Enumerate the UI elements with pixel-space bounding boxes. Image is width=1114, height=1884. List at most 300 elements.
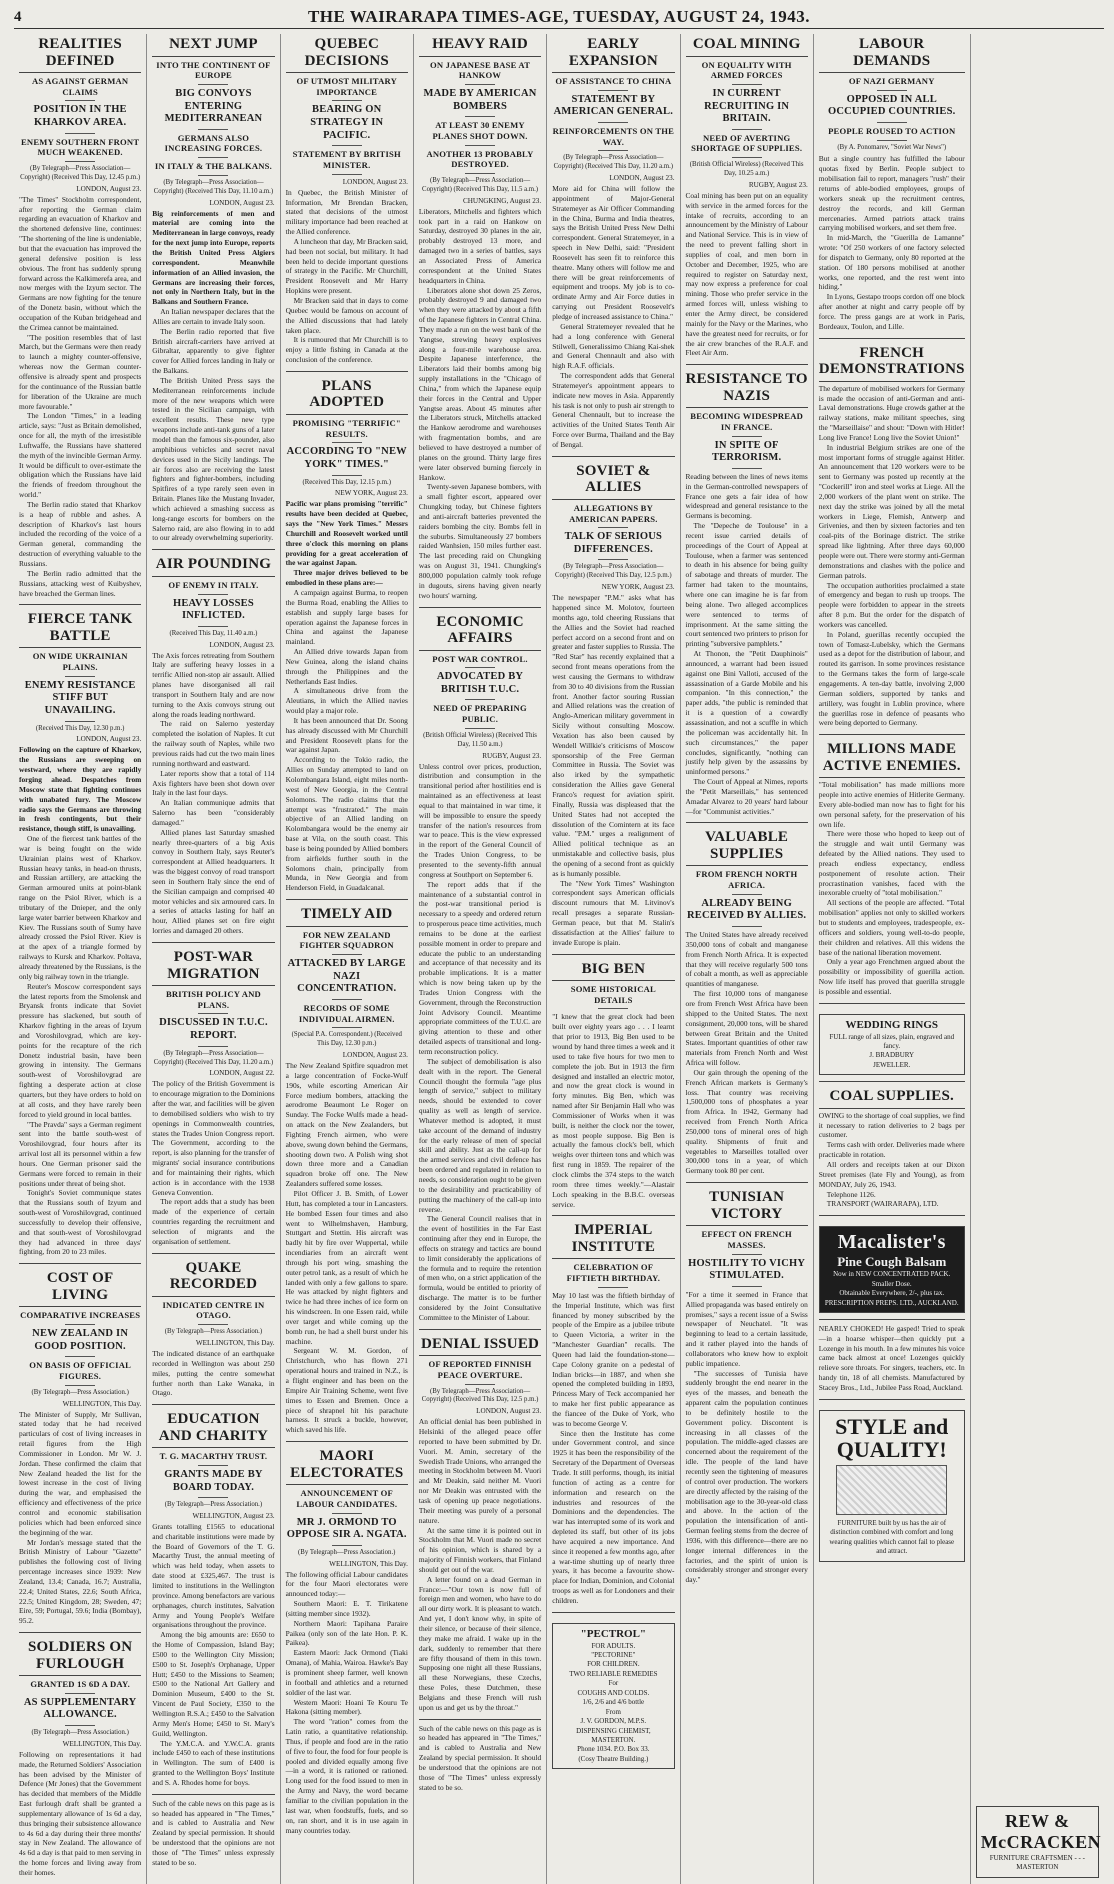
article-paragraph: There were those who hoped to keep out of the struggle and wait until Germany was defeated by the Allied nations. They used to preach endless expectancy, endless postponement of resolute action. Their procrastination vanishes, faced with the inexorable cruelty of "total mobilisation."	[818, 829, 965, 898]
article-credit: (By Telegraph—Press Association—Copyright) (Received This Day, 12.5 p.m.)	[555, 563, 672, 580]
article-subhead: OF ENEMY IN ITALY.	[168, 579, 259, 590]
divider-rule	[65, 133, 95, 134]
ad-line: FULL range of all sizes, plain, engraved and fancy.	[829, 1032, 955, 1050]
article-subhead: GRANTED 1S 6D A DAY.	[30, 1679, 130, 1690]
divider-rule	[332, 954, 362, 955]
article-paragraph: "The Pravda" says a German regiment sent into the battle south-west of Voroshilovgrad, four hours after its arrival lost all its personnel within a few hours. One German prisoner said the Germans were forced to remain in their positions under threat of being shot.	[19, 1119, 142, 1188]
article	[419, 1719, 541, 1793]
article-paragraph: According to the Tokio radio, the Allies on Sunday attempted to land on Kolombangara Island, eight miles north-west of New Georgia, in the Central Solomons. The radio claims that the attempt was "frustrated." The main objective of an Allied landing on Kolombangara would be the enemy air base at Vila, on the south coast. This base is being pounded by Allied bombers from airfields further south in the Solomons chain, principally from Munda, in New Georgia and from Henderson Field, in Guadalcanal.	[285, 755, 408, 893]
article-paragraph: The Minister of Supply, Mr Sullivan, stated today that he had received particulars of cost of living increases in retail figures from the High Commissioner in London. Mr W. J. Jordan. These confirmed the claim that New Zealand headed the list for the lowest increase in the cost of living during the war, and emphasised the efficiency and effectiveness of the price control and economic stabilisation policies which had been enforced since the beginning of the war.	[19, 1409, 142, 1537]
divider-rule	[598, 150, 628, 151]
article-credit: (By Telegraph—Press Association.)	[164, 1328, 263, 1336]
article-paragraph: Our gain through the opening of the French African markets is Germany's loss. That country was receiving 1,500,000 tons of phosphates a year from Africa. In 1942, Germany had received from French North Africa 250,000 tons of mineral ores of high quality. Shipments of fruit and vegetables to Marseilles totalled over 300,000 tons in a year, of which Germany took 80 per cent.	[685, 1067, 808, 1176]
ad-line: (Cosy Theatre Building.)	[578, 1754, 649, 1763]
cable-notice: Such of the cable news on this page as is so headed has appeared in "The Times," and is cabled to Australia and New Zealand by special permission. It should be understood that the opinions are not those of "The Times" unless expressly stated to be so.	[152, 1798, 275, 1867]
article-subhead: ON WIDE UKRAINIAN PLAINS.	[32, 651, 128, 673]
article-paragraph: Twenty-seven Japanese bombers, with a small fighter escort, appeared over Chungking today, but Chinese fighters and anti-aircraft batteries prevented the raiders bombing the city. Bombs fell in the suburbs. Simultaneously 27 bombers raided Wanhsien, 150 miles further east. The last preceding raid on Chungking was on August 31, 1941. Chungking's 800,000 population calmly took refuge in dugouts, sirens having given nearly two hours' warning.	[418, 482, 542, 600]
article-subhead: AS SUPPLEMENTARY ALLOWANCE.	[23, 1696, 137, 1721]
article-subhead: IN SPITE OF TERRORISM.	[711, 439, 782, 464]
article-paragraph: The following official Labour candidates for the four Maori electorates were announced today:—	[285, 1569, 408, 1599]
article-paragraph: Sergeant W. M. Gordon, of Christchurch, who has flown 271 operational hours and trained in N.Z., is a flight engineer and has been on the Empire Air Training Scheme, went five times to Essen and Bremen. Once a piece of shrapnel hit his parachute harness. It struck a buckle, however, which saved his life.	[285, 1346, 408, 1435]
newspaper-title: THE WAIRARAPA TIMES-AGE, TUESDAY, AUGUST 24, 1943.	[307, 7, 811, 26]
divider-rule	[598, 527, 628, 528]
article-headline: PLANS ADOPTED	[286, 378, 408, 415]
article-paragraph: "The Times" Stockholm correspondent, after reporting the German claim regarding an evacuation of Kharkov and the shortened defensive line, continues: "The shortening of the line is undeniable, but that the evacuation has improved the general defensive position is less obvious. The front has suddenly sprung forward across the Kalkimerefa area, and now merges with the Izyum sector. The Germans are now fighting for the tenure of the Donetz basin, without which the occupation of the Kuban bridgehead and the Crimea cannot be maintained.	[19, 194, 142, 332]
article-subhead: CELEBRATION OF FIFTIETH BIRTHDAY.	[566, 1262, 661, 1284]
article	[552, 954, 674, 1210]
article-paragraph: The New Zealand Spitfire squadron met a large concentration of Focke-Wulf 190s, while escorting American Air Force medium bombers, attacking the aerodrome Beaumont Le Roger on Sunday. The Focke Wulfs made a head-on attack on the New Zealanders, but Fighting French airmen, who were above, swung down behind the Germans, shooting down two. A Polish wing shot down three more and a Canadian squadron broke off one. The New Zealanders suffered some losses.	[285, 1061, 408, 1189]
article	[152, 1404, 274, 1788]
article-paragraph: A campaign against Burma, to reopen the Burma Road, enabling the Allies to establish and supply large bases for operation against the Japanese forces in China and against the Japanese mainland.	[285, 587, 408, 647]
article-paragraph: Pilot Officer J. B. Smith, of Lower Hutt, has completed a tour in Lancasters. He bombed Essen four times and also went to Wilhelmshaven, Hamburg, Stuttgart and Stettin. His aircraft was badly hit by fire over Wuppertal, while incendiaries from an aircraft went through his port wing, smashing the outer petrol tank, as a result of which he landed with only a few gallons to spare. He was attacked by night fighters and twice he had three inches of ice form on his windscreen. In one Essen raid, while over target and while coming up the bomb run, he had a shell burst under his machine.	[285, 1188, 408, 1346]
article-subhead: OF NAZI GERMANY	[848, 76, 935, 86]
divider-rule	[732, 894, 762, 895]
article	[819, 1319, 965, 1393]
article-paragraph: The indicated distance of an earthquake recorded in Wellington was about 250 miles, putting the centre somewhat further north than Lake Wanaka, in Otago.	[152, 1348, 275, 1398]
divider-rule	[332, 1545, 362, 1546]
ad-line: "PECTROL"	[580, 1627, 647, 1640]
divider-rule	[732, 1254, 762, 1255]
furniture-footer-ad	[976, 1806, 1102, 1878]
ad-line: J. V. GORDON, M.P.S.	[580, 1717, 647, 1726]
column-5	[547, 34, 680, 1884]
article-credit: (By Telegraph—Press Association—Copyright) (Received This Day, 12.45 p.m.)	[20, 165, 141, 181]
article-headline: RESISTANCE TO NAZIS	[686, 371, 808, 408]
article	[686, 822, 808, 1176]
article-dateline: RUGBY, August 23.	[748, 180, 808, 189]
divider-rule	[198, 157, 228, 158]
article-dateline: RUGBY, August 23.	[482, 751, 542, 760]
article-paragraph: The "New York Times" Washington correspondent says American officials discount rumours that M. Litvinov's recall presages a separate Russian-German peace, but that M. Stalin's dissatisfaction at the Allies' failure to invade Europe is plain.	[552, 878, 675, 947]
article-paragraph: In Lyons, Gestapo troops cordon off one block after another at night and carry people off by force. The press gangs are at work in Paris, Bordeaux, Toulon, and Lille.	[818, 292, 965, 331]
column-8	[971, 34, 1104, 1884]
article-paragraph: The correspondent adds that General Stratemeyer's appointment appears to indicate new moves in Asia. Apparently his task is not only to push air strength to General Chennault, but to increase the activities of the United States Tenth Air Force over Burma, Thailand and the Bay of Bengal.	[552, 371, 675, 449]
ad-line: DISPENSING CHEMIST, MASTERTON.	[576, 1726, 651, 1744]
divider-rule	[732, 1286, 762, 1287]
article-subhead: TALK OF SERIOUS DIFFERENCES.	[564, 531, 663, 555]
article	[19, 604, 141, 1257]
article	[819, 1003, 965, 1076]
article-credit: (British Official Wireless) (Received This Day, 10.25 a.m.)	[689, 161, 804, 178]
article-paragraph: The London "Times," in a leading article, says: "Just as Britain demolished, once for all, the myth of the irresistible Luftwaffe, the Russians have shattered the myth of the invincible German Army. It would be difficult to over-estimate the obligation which the Russians have laid the friends of freedom throughout the world."	[19, 411, 142, 500]
article-subhead: REINFORCEMENTS ON THE WAY.	[552, 125, 675, 147]
article-paragraph: An Italian communique admits that Salerno has been "considerably damaged."	[152, 798, 275, 827]
divider-rule	[465, 667, 495, 668]
article-paragraph: An Italian newspaper declares that the Allies are certain to invade Italy soon.	[152, 307, 275, 326]
article-headline: FRENCH DEMONSTRATIONS	[819, 345, 965, 382]
divider-rule	[65, 100, 95, 101]
article-paragraph: An official denial has been published in Helsinki of the alleged peace offer reported to have been submitted by Dr. Vuori. M. Amin, secretary of the Swedish Trade Unions, who arranged the meeting in Stockholm between M. Vuori and Mr Deakin, said neither M. Vuori nor Mr Deakin was entrusted with the task of opening up peace negotiations. Their meeting was purely of a personal nature.	[418, 1417, 542, 1525]
article-paragraph: The report adds that if the maintenance of a substantial control in the post-war transitional period is necessary to a speedy and ordered return to prosperous peace time activities, much remains to be done at the earliest possible moment in order to prepare and educate the public to an understanding and acceptance of that necessity and its probable implications. It is a matter which is now being taken up by the Trades Union Congress with the Government, through the Reconstruction Joint Advisory Council. Meantime appropriate committees of the T.U.C. are giving attention to these and other detailed aspects of transitional and long-term reconstruction policy.	[418, 879, 542, 1057]
article-paragraph: It is rumoured that Mr Churchill is to enjoy a little fishing in Canada at the conclusion of the conference.	[285, 335, 408, 365]
article-paragraph: The policy of the British Government is to encourage migration to the Dominions after the war, and facilities will be given to demobilised soldiers who wish to try openings in Commonwealth countries, states the Trades Union Congress report. The Government, according to the report, is also planning for the transfer of migrants' social insurance contributions and for maintaining their rights, which action is in accordance with the 1938 Geneva Convention.	[152, 1079, 275, 1197]
article-paragraph: Eastern Maori: Jack Ormond (Tiaki Omana), of Mahia, Wairoa. Hawke's Bay is prominent sheep farmer, well known in football and athletics and a returned soldier of the last war.	[285, 1648, 408, 1697]
article-headline: REALITIES DEFINED	[19, 36, 141, 73]
article-paragraph: It has been announced that Dr. Soong has already discussed with Mr Churchill and President Roosevelt plans for the war against Japan.	[285, 715, 408, 755]
column-7	[814, 34, 971, 1884]
masthead	[14, 6, 1104, 29]
article-headline: COAL SUPPLIES.	[819, 1088, 965, 1109]
divider-rule	[598, 122, 628, 123]
article-headline: COST OF LIVING	[19, 1270, 141, 1307]
article-subhead: RECORDS OF SOME INDIVIDUAL AIRMEN.	[298, 1002, 395, 1024]
article-headline: SOVIET & ALLIES	[552, 463, 674, 500]
ad-line: 1/6, 2/6 and 4/6 bottle	[582, 1698, 645, 1707]
article-paragraph: NEARLY CHOKED! He gasped! Tried to speak—in a hoarse whisper—then quickly put a Lozenge in his mouth. In a few minutes his voice came back almost at once! Lozenges quickly relieve sore throats. For singers, teachers, etc. In handy tin, 18 of all chemists. Manufactured by Stacey Bros., Ltd., Jubilee Pass Road, Auckland.	[818, 1323, 965, 1393]
ad-line: PRESCRIPTION PREPS. LTD., AUCKLAND.	[824, 1298, 959, 1307]
article-paragraph: Only a year ago Frenchmen argued about the possibility or impossibility of guerilla action. Now life itself has proved that guerilla struggle is possible and essential.	[818, 957, 965, 996]
article	[419, 1329, 541, 1713]
ad-line: TWO RELIABLE REMEDIES	[569, 1669, 658, 1678]
ad-line: For	[608, 1679, 619, 1688]
divider-rule	[465, 145, 495, 146]
article-headline: POST-WAR MIGRATION	[152, 949, 274, 986]
article-paragraph: "I knew that the great clock had been built over eighty years ago . . . I learnt that prior to 1913, Big Ben used to be wound by hand three times a week and it used to take five hours for two men to complete the job. But in 1913 the firm designed and installed an electric motor, and now the great clock is wound in forty minutes. Big Ben, which was named after Sir Benjamin Hall who was Commissioner of Works when it was built, is neither the clock nor the tower, as most people suppose. Big Ben is actually the famous clock's bell, which weighs over thirteen tons and which was first rung in 1859. The repairer of the clock climbs the 374 steps to the watch room three times weekly."—Alastair Loch speaking in the B.B.C. overseas service.	[552, 1012, 675, 1209]
divider-rule	[332, 442, 362, 443]
article-subhead: ATTACKED BY LARGE NAZI CONCENTRATION.	[287, 958, 406, 995]
article-subhead: FROM FRENCH NORTH AFRICA.	[695, 869, 798, 891]
article-credit: (By Telegraph—Press Association—Copyright) (Received This Day, 12.5 p.m.)	[421, 1387, 539, 1404]
article-dateline: LONDON, August 23.	[476, 1407, 542, 1416]
article-dateline: NEW YORK, August 23.	[601, 583, 675, 592]
article-subhead: HOSTILITY TO VICHY STIMULATED.	[688, 1257, 806, 1282]
article-subhead: BIG CONVOYS ENTERING MEDITERRANEAN	[164, 87, 263, 125]
divider-rule	[198, 129, 228, 130]
article-subhead: ACCORDING TO "NEW YORK" TIMES."	[286, 446, 407, 470]
article-paragraph: In Quebec, the British Minister of Information, Mr Brendan Bracken, stated that decisions of the utmost military importance had been reached at the Allied conference.	[285, 187, 408, 237]
article-credit: (Special P.A. Correspondent.) (Received This Day, 12.30 p.m.)	[291, 1031, 402, 1048]
article-paragraph: OWING to the shortage of coal supplies, we find it necessary to ration deliveries to 2 bags per customer.	[818, 1110, 965, 1140]
article-lead: Following on the capture of Kharkov, the Russians are sweeping on westward, where they are rapidly forging ahead. Despatches from Moscow state that fighting continues with unabated fury. The Moscow radio says the Germans are throwing in fresh contingents, but their resistance, though stiff, is unavailing.	[19, 745, 142, 834]
article	[552, 36, 674, 450]
article	[686, 36, 808, 358]
divider-rule	[598, 1287, 628, 1288]
article-headline: SOLDIERS ON FURLOUGH	[19, 1639, 141, 1676]
article	[819, 1081, 965, 1209]
article-credit: (By Telegraph—Press Association.)	[31, 1388, 129, 1396]
columns	[14, 34, 1104, 1877]
ad-line: JEWELLER.	[873, 1060, 911, 1069]
divider-rule	[198, 1046, 228, 1047]
article-paragraph: One of the fiercest tank battles of the war is being fought on the wide Ukrainian plains west of Kharkov. Russian heavy tanks, in head-on thrusts, and Russian artillery, are attacking the German armoured units at point-blank range on the Psiol River, which is a tributary of the Dnieper, and the only large water barrier between Kharkov and Kiev. The Russians south of Sumy have already crossed the Psiol River. Kiev is at the apex of a triangle formed by railways to Kursk and Kharkov. Poltava, already threatened by the Russians, is the only big railway town in the triangle.	[19, 834, 142, 981]
divider-rule	[65, 161, 95, 162]
article-credit: (By Telegraph—Press Association.)	[164, 1501, 263, 1509]
article	[819, 1215, 965, 1313]
divider-rule	[332, 1027, 362, 1028]
ad-line: From	[605, 1707, 621, 1716]
article-subhead: SOME HISTORICAL DETAILS	[570, 984, 656, 1005]
article-paragraph: "The position resembles that of last March, but the Germans were then ready to launch a mighty counter-offensive, whereas now the German counter-offensive is already spent and prospects for the continuance of the Russian battle for liberation of the Ukraine are much more favourable."	[19, 332, 142, 411]
article-paragraph: The raid on Salerno yesterday completed the isolation of Naples. It cut the railway south of Naples, while two previous raids had cut the two main lines running northward and eastward.	[152, 719, 275, 768]
article-headline: IMPERIAL INSTITUTE	[552, 1222, 674, 1259]
article-paragraph: "The successes of Tunisia have suddenly brought the end nearer in the eyes of the masses, and beneath the apparent calm the population continues to be definitely hostile to the Government policy. Discontent is increasing in all classes of the population. The middle-aged classes are concerned about the requirement of the idle. The people of the land have recently seen the tightening of measures of control over production. The workers are directly affected by the raising of the mobilisation age to the 30-year-old class and above. In the action of the population the intensification of anti-German feeling stems from the decree of 1936, with this difference—there are no longer internal differences in the factories, and the spirit of union is considerably stronger and stronger every day."	[685, 1368, 808, 1585]
article-subhead: STATEMENT BY BRITISH MINISTER.	[292, 149, 401, 170]
article-subhead: IN CURRENT RECRUITING IN BRITAIN.	[704, 87, 790, 125]
advertisement	[819, 1410, 965, 1562]
article-paragraph: Tonight's Soviet communique states that the Russians south of Izyum and south-west of Voroshilovgrad, continued successfully to develop their offensive, and that south-west of Voroshilovgrad they had advanced in three days' fighting, from 20 to 23 miles.	[19, 1188, 142, 1257]
article	[286, 371, 408, 893]
article-subhead: ANNOUNCEMENT OF LABOUR CANDIDATES.	[296, 1488, 398, 1509]
article-subhead: EFFECT ON FRENCH MASSES.	[701, 1229, 792, 1250]
divider-rule	[332, 1513, 362, 1514]
article-paragraph: The Court of Appeal at Nimes, reports the "Petit Marseillais," has sentenced Amadar Alvarez to 20 years' hard labour—for "Communist activities."	[685, 777, 808, 816]
divider-rule	[198, 84, 228, 85]
article-credit: (By Telegraph—Press Association—Copyright) (Received This Day, 11.20 a.m.)	[153, 1049, 274, 1066]
article-paragraph: The report adds that a study has been made of the experience of certain countries regarding the recruitment and selection of migrants and the organisation of settlement.	[152, 1197, 275, 1246]
article-dateline: LONDON, August 22.	[209, 1069, 275, 1078]
divider-rule	[332, 999, 362, 1000]
ad-line: FOR CHILDREN.	[587, 1660, 640, 1669]
divider-rule	[198, 1013, 228, 1014]
article-paragraph: All orders and receipts taken at our Dixon Street premises (late Fly and Young), as from MONDAY, July 26, 1943.	[818, 1159, 965, 1189]
article-paragraph: Liberators, Mitchells and fighters which took part in a raid on Hankow on Saturday, destroyed 30 planes in the air, probably destroyed 13 more, and damaged two in a series of battles, says an Associated Press of America correspondent at the United States headquarters in China.	[418, 206, 542, 285]
divider-rule	[465, 173, 495, 174]
article-subhead: NEED OF PREPARING PUBLIC.	[433, 703, 527, 725]
ad-line: "PECTORINE"	[591, 1651, 636, 1660]
article-subhead: ADVOCATED BY BRITISH T.U.C.	[436, 671, 524, 695]
article-subhead: GRANTS MADE BY BOARD TODAY.	[164, 1468, 263, 1493]
article-subhead: GERMANS ALSO INCREASING FORCES.	[164, 132, 263, 154]
article-paragraph: Later reports show that a total of 114 Axis fighters have been shot down over Italy in the last four days.	[152, 768, 275, 798]
ad-line: COUGHS AND COLDS.	[577, 1688, 650, 1697]
ad-line: WEDDING RINGS	[845, 1018, 939, 1031]
cable-notice: Such of the cable news on this page as is so headed has appeared in "The Times," and is cabled to Australia and New Zealand by special permission. It should be understood that the opinions are not those of "The Times" unless expressly stated to be so.	[418, 1723, 542, 1792]
article-headline: EDUCATION AND CHARITY	[152, 1411, 274, 1448]
article-subhead: INDICATED CENTRE IN OTAGO.	[162, 1299, 265, 1321]
article-subhead: INTO THE CONTINENT OF EUROPE	[156, 59, 271, 81]
article-paragraph: The newspaper "P.M." asks what has happened since M. Molotov, fourteen months ago, told cheering Russians that the Allies and the Soviet had reached perfect accord on a second front and on greater and faster supplies to Russia. The "Red Star" has recently explained that a second front means operations from the west causing the Germans to withdraw from 30 to 40 divisions from the Russian front. Another factor souring Russian and Allied relations was the creation of Anglo-American military government in Sicily without consulting Moscow. Vexation has also been caused by Wendell Willkie's criticisms of Moscow sponsorship of the Free German Committee in Russia. The Soviet was also irked by the sympathetic consideration the Allies gave General Franco's request for aviation spirit. Finally, Russia was displeased that the United States had not accepted the dissolution of the Comintern at its face value. "P.M." urges a realignment of Allied political technique as an unmistakable and collective basis, plus the opening of a second front as quickly as is humanly possible.	[552, 593, 675, 878]
article-subhead: MADE BY AMERICAN BOMBERS	[423, 87, 537, 112]
divider-rule	[65, 1385, 95, 1386]
article-subhead: ANOTHER 13 PROBABLY DESTROYED.	[426, 148, 534, 170]
article-headline: FIERCE TANK BATTLE	[19, 611, 141, 648]
article-headline: TUNISIAN VICTORY	[686, 1189, 808, 1226]
article	[552, 1612, 674, 1769]
article-paragraph: General Stratemeyer revealed that he had a long conference with General Stilwell, Generalissimo Chiang Kai-shek and General Chennault and also with high R.A.F. officials.	[552, 321, 675, 371]
article-paragraph: The first 10,000 tons of manganese ore from French West Africa have been shipped to the United States. The next consignment, 20,000 tons, will be shared between Great Britain and the United States. Important quantities of other raw materials from French North and West Africa will follow.	[685, 989, 808, 1068]
article-paragraph: Mr Bracken said that in days to come Quebec would be famous on account of the Allied discussions that had lately taken place.	[285, 296, 408, 335]
article-headline: TIMELY AID	[286, 906, 408, 927]
article-paragraph: In mid-March, the "Guerilla de Lamanne" wrote: "Of 250 workers of one factory selected for dispatch to Germany, only 80 reported at the station. Of 180 persons mobilised at another works, one reported, and the rest went into hiding."	[818, 233, 965, 292]
article	[19, 1632, 141, 1878]
divider-rule	[877, 140, 907, 141]
article-subhead: AT LEAST 30 ENEMY PLANES SHOT DOWN.	[432, 120, 528, 141]
article-subhead: COMPARATIVE INCREASES	[20, 1310, 141, 1321]
article-subhead: ENEMY RESISTANCE STIFF BUT UNAVAILING.	[24, 679, 136, 717]
article	[819, 36, 965, 332]
article-paragraph: Allied planes last Saturday smashed nearly three-quarters of a big Axis convoy in Southern Italy, says Reuter's correspondent at Allied headquarters. It was the biggest convoy of road transport seen in Southern Italy since the end of the Sicilian campaign and comprised 40 motor vehicles and six armoured cars. In a series of attacks lasting for half an hour, Allied planes set on fire eight lorries and damaged 20 others.	[152, 827, 275, 936]
divider-rule	[332, 100, 362, 101]
article-subhead: NEW ZEALAND IN GOOD POSITION.	[32, 1328, 129, 1352]
ad-line: Smaller Dose.	[871, 1279, 912, 1288]
article-subhead: HEAVY LOSSES INFLICTED.	[172, 597, 254, 622]
article-paragraph: "Total mobilisation" has made millions more people into active enemies of Hitlerite Germany. Every able-bodied man now has to fight for his own personal safety, for the preservation of his own life.	[818, 780, 965, 829]
article-headline: EARLY EXPANSION	[552, 36, 674, 73]
article-headline: BIG BEN	[552, 961, 674, 982]
article-dateline: WELLINGTON, This Day.	[62, 1739, 142, 1748]
article-dateline: NEW YORK, August 23.	[335, 489, 408, 498]
column-6	[681, 34, 814, 1884]
article-credit: (Received This Day, 12.15 p.m.)	[302, 478, 391, 486]
divider-rule	[198, 175, 228, 176]
ad-product: Pine Cough Balsam	[837, 1254, 947, 1270]
article-paragraph: The General Council realises that in the event of hostilities in the Far East continuing after they end in Europe, the effects on strategy and tactics are bound to limit considerably the applications of the formula and to require the retention of men who, on a strict application of the formula, would be entitled to priority of discharge. The matter is to be further considered by the Joint Consultative Committee to the Minister of Labour.	[418, 1214, 542, 1322]
divider-rule	[65, 1725, 95, 1726]
article-headline: NEXT JUMP	[152, 36, 274, 57]
divider-rule	[465, 116, 495, 117]
divider-rule	[65, 676, 95, 677]
article-subhead: T. G. MACARTHY TRUST.	[159, 1451, 268, 1462]
article-paragraph: May 10 last was the fiftieth birthday of the Imperial Institute, which was first financed by money subscribed by the people of the Empire as a jubilee tribute to Queen Victoria, a writer in the "Manchester Guardian" recalls. The Queen had laid the foundation-stone—Cape Colony granite on a pedestal of Indian bricks—in 1887, and when she opened the completed building in 1893, Princess Mary of Teck accompanied her to make her first public appearance as the fiancee of the Duke of York, who was to become George V.	[552, 1290, 675, 1428]
divider-rule	[465, 699, 495, 700]
article-subhead: OF REPORTED FINNISH PEACE OVERTURE.	[428, 1359, 532, 1380]
article-headline: MILLIONS MADE ACTIVE ENEMIES.	[819, 741, 965, 778]
divider-rule	[198, 1465, 228, 1466]
divider-rule	[65, 721, 95, 722]
article-paragraph: The departure of mobilised workers for Germany is made the occasion of anti-German and anti-Laval demonstrations. Huge crowds gather at the railway stations, make militant speeches, sing the "Marseillaise" and shout: "Down with Hitler! Long live France! Long live the Soviet Union!"	[818, 383, 965, 442]
article-paragraph: A simultaneous drive from the Aleutians, in which the Allied navies would play a major role.	[285, 686, 408, 716]
article	[19, 36, 141, 598]
article-paragraph: Since then the Institute has come under Government control, and since 1925 it has been the responsibility of the Secretary of the Department of Overseas Trade. It still performs, though, its initial function of acting as a centre for information and research on the industries and resources of the Dominions and the dependencies. The war has interrupted some of its work and depleted its staff, but other of its jobs have acquired a new importance. And since it reopened a few months ago, after a war-time shutting up of nearly three years, it has become a favourite show-place for Indian, Dominion, and Colonial troops as well as for Londoners and their children.	[552, 1428, 675, 1605]
article-paragraph: In Poland, guerillas recently occupied the town of Tomasz-Lubelsky, which the Germans used as a depot for the distribution of labour, and routed its garrison. In some provinces resistance to the Germans takes the form of large-scale engagements. A ten-day battle, involving 2,000 German soldiers, supported by tanks and artillery, was fought in Lublin province, where the guerillas rose in defence of peasants who were being deported to Germany.	[818, 629, 965, 728]
ad-line: Phone 1034. P.O. Box 33.	[577, 1745, 650, 1754]
article-headline: HEAVY RAID	[419, 36, 541, 57]
article-paragraph: Liberators alone shot down 25 Zeros, probably destroyed 9 and damaged two when they were attacked by about a fifth of the Japanese fighters in Central China. They made a run on the west bank of the Yangtse, strewing heavy explosives along a four-mile warehouse area. Despite Japanese interference, the Liberators laid their bombs among big supply installations in the "Chicago of China," from which the Japanese equip their forces in the Central and Upper Yangtse areas. About 45 minutes after the Liberators struck, Mitchells attacked the Hankow aerodrome and warehouses with fragmentation bombs, and are believed to have destroyed a number of planes on the ground. Thirty large fires were later observed burning fiercely in Hankow.	[418, 285, 542, 482]
ad-line: Obtainable Everywhere, 2/-, plus tax.	[839, 1289, 945, 1298]
article-paragraph: The Berlin radio admitted that the Russians, attacking west of Kuibyshev, have breached the German lines.	[19, 568, 142, 598]
article-paragraph: The Berlin radio stated that Kharkov is a heap of rubble and ashes. A description of Kharkov's last hours included the recording of the voice of a German general, commanding the destruction of everything valuable to the Russians.	[19, 499, 142, 568]
article	[286, 1441, 408, 1835]
article-subhead: ON EQUALITY WITH ARMED FORCES	[701, 59, 792, 81]
column-2	[147, 34, 280, 1884]
article-paragraph: The subject of demobilisation is also dealt with in the report. The General Council thought the formula "age plus length of service," subject to military needs, should be extended to cover quality as well as length of service. Whatever method is adopted, it must take account of the demand of industry for the early release of men of special skill and ability. Just as the call-up for the armed services and civil defence has been ordered and regulated in relation to needs, so consideration ought to be given to the desirability and practicability of putting the machinery of the call-up into reverse.	[418, 1056, 542, 1214]
article	[686, 1182, 808, 1585]
article-credit: (By Telegraph—Press Association—Copyright) (Received This Day, 11.10 a.m.)	[153, 178, 274, 195]
article	[552, 456, 674, 948]
article-paragraph: Telephone 1126.	[826, 1189, 876, 1199]
article-paragraph: A luncheon that day, Mr Bracken said, had been not social, but military. It had been held to decide important questions of strategy in the Pacific. Mr Churchill, President Roosevelt and Mr Harry Hopkins were present.	[285, 236, 408, 296]
article	[552, 1215, 674, 1605]
divider-rule	[65, 1324, 95, 1325]
article-dateline: WELLINGTON, August 23.	[192, 1511, 275, 1520]
article-paragraph: Coal mining has been put on an equality with service in the armed forces for the intake of recruits, according to an announcement by the Ministry of Labour and National Service. This is in view of the need to prevent falling short in supplies of coal, and men born in October and December, 1925, who are required to register on Saturday next, may now express a preference for coal mining. Those who prefer service in the armed forces will, unless wishing to enter the Army direct, be considered mainly for the Navy or the Marines, who have the greatest need for recruits, or for the air crew branches of the R.A.F. and Fleet Air Arm.	[685, 190, 808, 358]
article	[819, 338, 965, 729]
article-subhead: BRITISH POLICY AND PLANS.	[165, 989, 261, 1010]
article-subhead: OPPOSED IN ALL OCCUPIED COUNTRIES.	[828, 93, 956, 118]
article-paragraph: A letter found on a dead German in France:—"Our town is now full of foreign men and women, who have to do all our dirty work. It is pleasant to watch. And yet, I don't know why, in spite of their silence, or because of their silence, they make me afraid. I wake up in the dark, suddenly to remember that there are fifty thousand of them in this town. Supposing one night all these Russians, all these Norwegians, these Czechs, these Poles, these Dutchmen, these Belgians and these French will rush upon us and get us by the throat."	[418, 1574, 542, 1712]
article-dateline: WELLINGTON, This Day.	[62, 1399, 142, 1408]
article-headline: DENIAL ISSUED	[419, 1336, 541, 1357]
article-subhead: STATEMENT BY AMERICAN GENERAL.	[553, 93, 674, 118]
furniture-illustration	[836, 1465, 947, 1515]
article	[152, 36, 274, 543]
article	[286, 899, 408, 1435]
article	[819, 1399, 965, 1562]
article-paragraph: Among the big amounts are: £650 to the Home of Compassion, Island Bay; £500 to the Wellington City Mission; £500 to St. Joseph's Orphanage, Upper Hutt; £450 to the Missions to Seamen; £500 to the National Art Gallery and Dominion Museum, £400 to the St. Vincent de Paul Society, £350 to the Wellington R.S.A.; £450 to the Salvation Army Men's Home; £450 to St. Mary's Guild, Wellington.	[152, 1630, 275, 1738]
article-paragraph: Southern Maori: E. T. Tirikatene (sitting member since 1932).	[285, 1599, 408, 1618]
divider-rule	[732, 468, 762, 469]
divider-rule	[877, 90, 907, 91]
divider-rule	[598, 90, 628, 91]
ad-line: Now in NEW CONCENTRATED PACK.	[833, 1270, 951, 1279]
ad-brand: Macalister's	[837, 1231, 946, 1254]
balsam-advertisement	[819, 1226, 965, 1313]
article-dateline: LONDON, August 23.	[342, 177, 408, 186]
article-paragraph: But a single country has fulfilled the labour quotas fixed by Berlin. People subject to mobilisation fail to report, managers "rush" their returns of able-bodied employees, groups of workers sneak up the recruitment centres, destroy the records, and kill German mercenaries. Armed patriots attack trains carrying mobilised workers, and set them free.	[818, 154, 965, 233]
article-credit: (Received This Day, 12.30 p.m.)	[35, 724, 125, 732]
article-subhead: DISCUSSED IN T.U.C. REPORT.	[159, 1017, 268, 1042]
article-paragraph: Terms cash with order. Deliveries made where practicable in rotation.	[818, 1140, 965, 1160]
article-paragraph: At Thonon, the "Petit Dauphinois" announced, a warrant had been issued against one Bini Valloti, accused of the assassination of a Garde Mobile and his companion. "In this connection," the paper adds, "the public is reminded that it is a question of a cowardly assassination, and not a scuffle in which the policeman was accidentally hit. In such circumstances," the paper concludes, significantly, "nothing can justify help given by the assassins by uninformed persons."	[685, 649, 808, 777]
article-headline: AIR POUNDING	[152, 556, 274, 577]
advertisement	[819, 1014, 965, 1076]
page-number: 4	[14, 8, 22, 25]
divider-rule	[877, 122, 907, 123]
ad-line: FURNITURE built by us has the air of distinction combined with comfort and long wearing qualities which cannot fail to please and attract.	[829, 1519, 955, 1556]
article-headline: LABOUR DEMANDS	[819, 36, 965, 73]
footer-ad-brand: REW & McCRACKEN	[980, 1810, 1102, 1853]
article-paragraph: An Allied drive towards Japan from New Guinea, along the island chains through the Philippines and the Netherlands East Indies.	[285, 647, 408, 686]
article-paragraph: Grants totalling £1565 to educational and charitable institutions were made by the Board of Governors of the T. G. Macarthy Trust, the annual meeting of which was held today, when assets to date stood at £325,467. The trust is limited to institutions in the Wellington province. Among benefactors are various orphanages, church institutes, Salvation Army and Young People's Welfare organisations throughout the province.	[152, 1521, 275, 1630]
article-subhead: OF ASSISTANCE TO CHINA	[555, 76, 672, 86]
article-paragraph: "For a time it seemed in France that Allied propaganda was based entirely on promises," says a recent issue of a Swiss newspaper of Neuchatel. "It was beginning to lead to a certain lassitude, and it rather played into the hands of collaborators who knew how to exploit public impatience.	[685, 1289, 808, 1368]
article	[286, 36, 408, 365]
divider-rule	[732, 436, 762, 437]
article-subhead: ON BASIS OF OFFICIAL FIGURES.	[29, 1360, 132, 1381]
article-credit: (Received This Day, 11.40 a.m.)	[169, 629, 258, 637]
article-paragraph: Mr Jordan's message stated that the British Ministry of Labour "Gazette" publishes the following cost of living percentage increases since 1939: New Zealand, 13.4; Canada, 16.7; Australia, 22.4; United States, 22.6; South Africa, 22.5; United Kingdom, 28; Sweden, 47; Eire, 59; Portugal, 59.6; India (Bombay), 95.2.	[19, 1537, 142, 1626]
article-headline: QUEBEC DECISIONS	[286, 36, 408, 73]
article-subhead: AS AGAINST GERMAN CLAIMS	[31, 76, 129, 97]
article	[819, 734, 965, 997]
divider-rule	[598, 1008, 628, 1009]
article-paragraph: The word "ration" comes from the Latin ratio, a quantitative relationship. Thus, if people and food are in the ratio of five to four, the food for four people is pooled and divided equally among five—in a word, it is rationed or rationed. Long used for the food issued to men in the Army and Navy, the word became familiar to the civilian population in the last war, when foodstuffs, fuels, and so on, ran short, and it is in use again in many countries today.	[285, 1717, 408, 1835]
article-paragraph: The Axis forces retreating from Southern Italy are suffering heavy losses in a terrific Allied non-stop air assault. Allied planes have disorganised all rail transport in Southern Italy and are now turning to the Axis convoys strung out along the roads leading northward.	[152, 650, 275, 719]
article-subhead: FOR NEW ZEALAND FIGHTER SQUADRON	[299, 929, 394, 951]
article-subhead: PROMISING "TERRIFIC" RESULTS.	[292, 417, 401, 439]
article-paragraph: The occupation authorities proclaimed a state of emergency and began to rush up troops. The people were forbidden to appear in the streets after 8 p.m. But the order for the dispatch of workers was cancelled.	[818, 580, 965, 629]
divider-rule	[732, 926, 762, 927]
divider-rule	[332, 475, 362, 476]
article-paragraph: Reuter's Moscow correspondent says the latest reports from the Smolensk and Bryansk fronts indicate that Soviet pressure has slackened, but south of Kharkov fighting in the areas of Izyum and Voroshilovgrad, which are key-points for the recapture of the rich Donetz industrial basin, have been growing in intensity. The Germans south-west of Voroshilovgrad are fighting a desperate action at close quarters, but they have orders to hold on at all costs, and they have rarely been forced to yield ground in local battles.	[19, 981, 142, 1119]
article	[152, 549, 274, 936]
column-4	[414, 34, 547, 1884]
article-paragraph: The Berlin radio reported that five British aircraft-carriers have arrived at Gibraltar, apparently to give fighter cover for Allied forces landing in Italy or the Balkans.	[152, 326, 275, 376]
article-headline: QUAKE RECORDED	[152, 1260, 274, 1297]
article-credit: (By Telegraph—Press Association.)	[298, 1548, 396, 1556]
article-subhead: IN ITALY & THE BALKANS.	[154, 161, 272, 172]
article-subhead: POST WAR CONTROL.	[432, 653, 528, 664]
article-dateline: WELLINGTON, This Day.	[329, 1559, 408, 1568]
divider-rule	[332, 145, 362, 146]
article-subhead: MR J. ORMOND TO OPPOSE SIR A. NGATA.	[286, 1516, 407, 1541]
article-paragraph: Unless control over prices, production, distribution and consumption in the transitional period after hostilities end is maintained as an effectiveness at least equal to that maintained in war time, it will be impossible to ensure the speedy transfer of the nation's resources from war to peace. This is the view expressed in the report of the General Council of the Trades Union Congress, to be presented to the seventy-fifth annual congress at Southport on September 6.	[418, 761, 542, 879]
divider-rule	[198, 594, 228, 595]
article	[152, 1794, 274, 1868]
article	[686, 364, 808, 816]
article-subhead: OF UTMOST MILITARY IMPORTANCE	[296, 76, 398, 97]
divider-rule	[198, 626, 228, 627]
divider-rule	[198, 1497, 228, 1498]
article-credit: (By Telegraph—Press Association—Copyright) (Received This Day, 11.5 a.m.)	[422, 177, 539, 193]
article-headline: VALUABLE SUPPLIES	[686, 829, 808, 866]
article-credit: (By A. Ponomarev, "Soviet War News")	[837, 143, 947, 151]
article-headline: COAL MINING	[686, 36, 808, 57]
divider-rule	[732, 129, 762, 130]
article-credit: (By Telegraph—Press Association—Copyright) (Received This Day, 11.20 a.m.)	[553, 154, 674, 171]
article-dateline: LONDON, August 23.	[209, 198, 275, 207]
divider-rule	[65, 1693, 95, 1694]
